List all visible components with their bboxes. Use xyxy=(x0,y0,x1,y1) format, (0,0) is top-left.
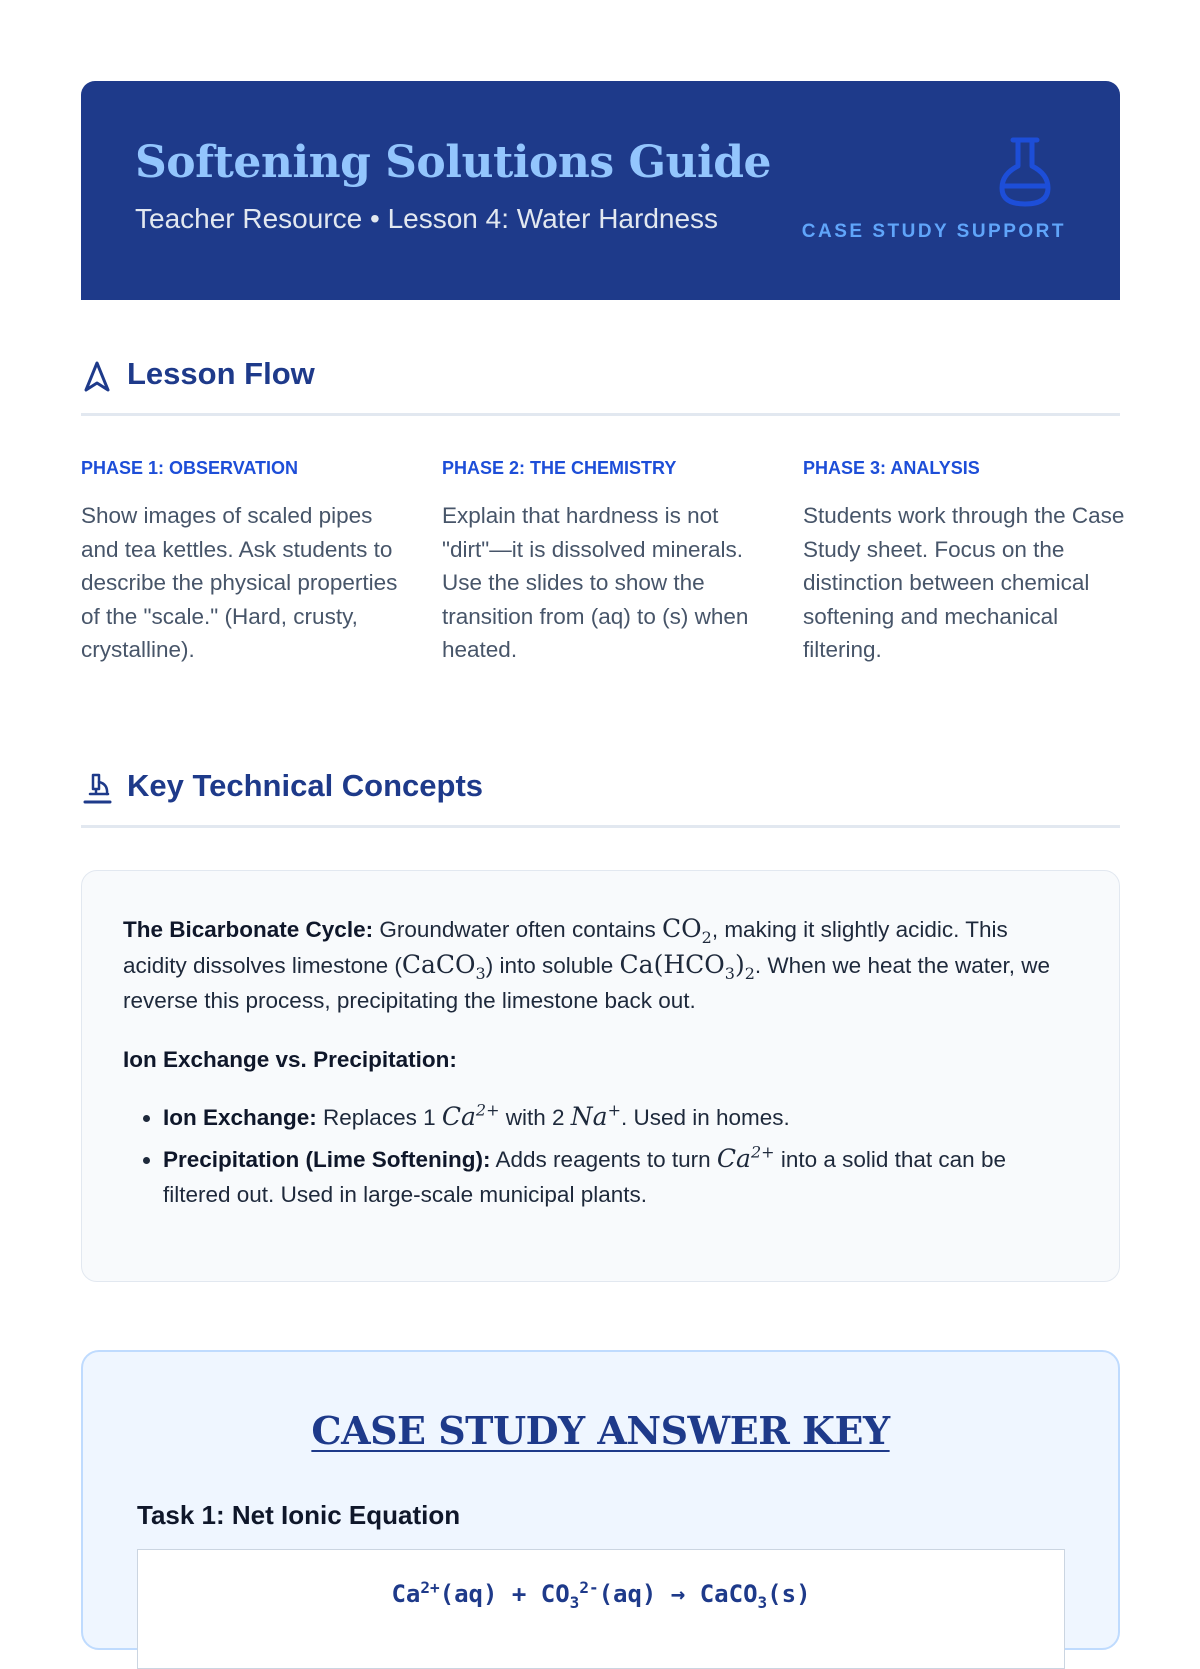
phase-text: Explain that hardness is not "dirt"—it is dissolved minerals. Use the slides to show the transition from (aq) to (s) when heated. xyxy=(442,503,749,662)
phase-text: Students work through the Case Study sheet. Focus on the distinction between chemical softening and mechanical filtering. xyxy=(803,503,1125,662)
formula-subscript: 2 xyxy=(744,964,755,983)
bicarbonate-heading: The Bicarbonate Cycle: xyxy=(123,917,374,942)
formula-subscript: 2 xyxy=(701,928,712,947)
formula-subscript: 3 xyxy=(475,964,486,983)
page-title: Softening Solutions Guide xyxy=(135,137,771,188)
concepts-title: Key Technical Concepts xyxy=(127,768,484,803)
text-run: with 2 xyxy=(499,1105,571,1130)
caco3-formula xyxy=(401,950,486,983)
ca-ion xyxy=(717,1144,775,1173)
formula-superscript: 2+ xyxy=(750,1142,775,1162)
answer-key-title: CASE STUDY ANSWER KEY xyxy=(311,1408,890,1453)
task-1-title: Task 1: Net Ionic Equation xyxy=(137,1500,461,1530)
formula-superscript: + xyxy=(607,1100,621,1120)
concepts-box xyxy=(81,870,1120,1282)
equation-superscript: 2- xyxy=(579,1578,599,1597)
formula-text: Ca(HCO xyxy=(619,950,725,979)
phase-text: Show images of scaled pipes and tea kettles. Ask students to describe the physical properties of the "scale." (Hard, crusty, crystalline). xyxy=(81,503,398,662)
na-ion xyxy=(571,1102,621,1131)
net-ionic-equation xyxy=(138,1578,1064,1612)
ca-ion xyxy=(442,1102,500,1131)
equation-term: (s) xyxy=(767,1580,811,1608)
formula-text: CO xyxy=(662,914,702,943)
formula-superscript: 2+ xyxy=(475,1100,500,1120)
equation-term: (aq) → CaCO xyxy=(598,1580,758,1608)
formula-text: ) xyxy=(734,950,745,979)
bicarbonate-paragraph xyxy=(123,911,1073,1018)
ion-exchange-heading: Ion Exchange vs. Precipitation: xyxy=(123,1047,457,1072)
item-label: Ion Exchange: xyxy=(163,1105,317,1130)
list-item xyxy=(163,1099,1073,1135)
equation-superscript: 2+ xyxy=(420,1578,440,1597)
formula-subscript: 3 xyxy=(724,964,735,983)
equation-subscript: 3 xyxy=(569,1592,580,1612)
text-run: . Used in homes. xyxy=(620,1105,790,1130)
phase-label: PHASE 1: OBSERVATION xyxy=(81,458,299,478)
text-run: . When we heat the water, we reverse this process, precipitating the limestone back out. xyxy=(123,953,1051,1013)
phase-1 xyxy=(81,458,411,667)
text-run: Adds reagents to turn xyxy=(490,1147,717,1172)
ion-list xyxy=(123,1099,1073,1212)
case-study-tag: CASE STUDY SUPPORT xyxy=(801,221,1066,242)
formula-text: CaCO xyxy=(401,950,476,979)
microscope-icon xyxy=(81,772,113,806)
lesson-flow-heading xyxy=(81,356,1120,416)
formula-text: Na xyxy=(570,1102,608,1131)
navigation-arrow-icon xyxy=(81,360,113,394)
list-item xyxy=(163,1141,1073,1212)
lesson-flow-title: Lesson Flow xyxy=(127,356,315,391)
equation-subscript: 3 xyxy=(757,1592,768,1612)
concepts-heading xyxy=(81,768,1120,828)
formula-text: Ca xyxy=(441,1102,476,1131)
phase-label: PHASE 2: THE CHEMISTRY xyxy=(442,458,677,478)
concepts-content xyxy=(123,911,1073,1218)
header-banner xyxy=(81,81,1120,300)
text-run: ) into soluble xyxy=(485,953,620,978)
text-run: Groundwater often contains xyxy=(373,917,662,942)
equation-box xyxy=(137,1549,1065,1669)
phase-2 xyxy=(442,458,772,667)
phase-3 xyxy=(803,458,1133,667)
co2-formula xyxy=(662,914,712,947)
text-run: into a solid that can be filtered out. Used in large-scale municipal plants. xyxy=(163,1147,1006,1207)
page-subtitle: Teacher Resource • Lesson 4: Water Hardness xyxy=(135,203,719,234)
cahco3-formula xyxy=(619,950,755,983)
answer-key-box xyxy=(81,1350,1120,1650)
equation-term: (aq) + CO xyxy=(439,1580,570,1608)
item-label: Precipitation (Lime Softening): xyxy=(163,1147,491,1172)
phase-label: PHASE 3: ANALYSIS xyxy=(803,458,980,478)
equation-term: Ca xyxy=(391,1580,421,1608)
flask-icon xyxy=(996,136,1054,208)
text-run: Replaces 1 xyxy=(316,1105,442,1130)
text-run: , making it slightly acidic. This acidity dissolves limestone ( xyxy=(123,917,1008,978)
formula-text: Ca xyxy=(716,1144,751,1173)
